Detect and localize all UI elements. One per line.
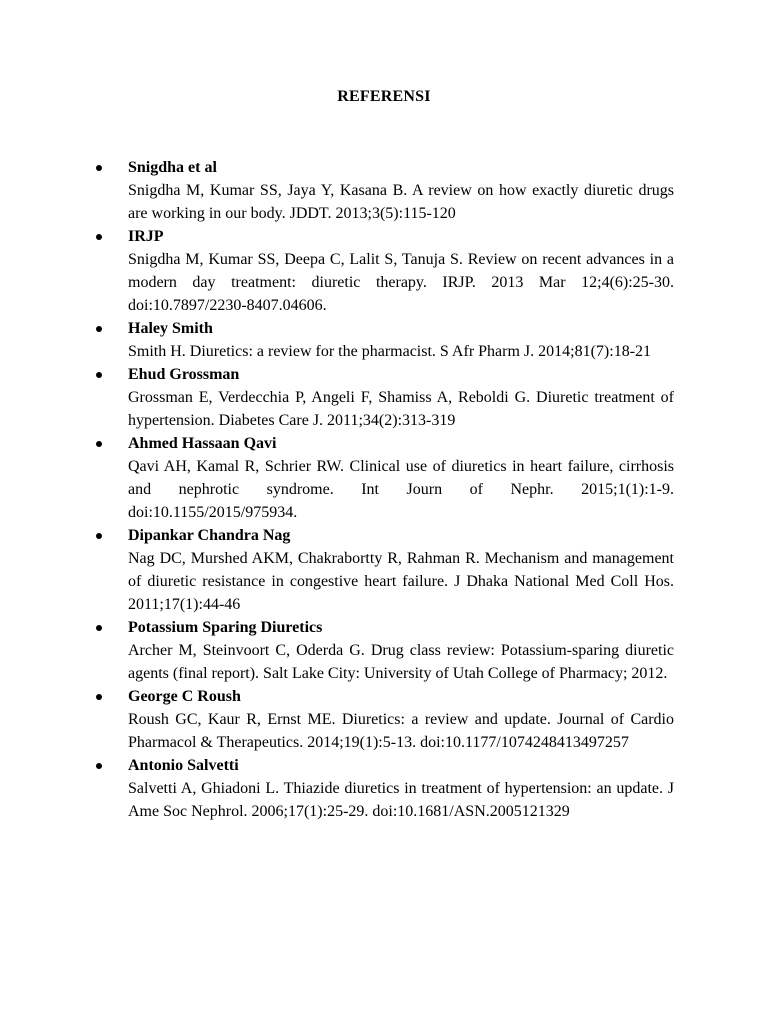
reference-heading: Dipankar Chandra Nag: [128, 527, 291, 544]
reference-item: [0, 754, 768, 823]
reference-heading: Ahmed Hassaan Qavi: [128, 435, 277, 452]
bullet-icon: [93, 432, 105, 455]
reference-citation: Salvetti A, Ghiadoni L. Thiazide diuretics in treatment of hypertension: an update. J Ame Soc Nephrol. 2006;17(1):25-29. doi:10.1681/ASN.2005121329: [128, 780, 674, 820]
bullet-icon: [93, 685, 105, 708]
reference-heading: George C Roush: [128, 688, 241, 705]
reference-heading: Antonio Salvetti: [128, 757, 239, 774]
reference-heading: IRJP: [128, 228, 164, 245]
bullet-icon: [93, 225, 105, 248]
reference-heading: Potassium Sparing Diuretics: [128, 619, 323, 636]
page-title: REFERENSI: [337, 88, 431, 105]
bullet-icon: [93, 754, 105, 777]
bullet-icon: [93, 156, 105, 179]
reference-citation: Snigdha M, Kumar SS, Deepa C, Lalit S, Tanuja S. Review on recent advances in a modern day treatment: diuretic therapy. IRJP. 2013 Mar 12;4(6):25-30. doi:10.7897/2230-8407.04606.: [128, 251, 674, 314]
reference-citation: Nag DC, Murshed AKM, Chakrabortty R, Rahman R. Mechanism and management of diuretic resistance in congestive heart failure. J Dhaka National Med Coll Hos. 2011;17(1):44-46: [128, 550, 674, 613]
bullet-icon: [93, 317, 105, 340]
reference-heading: Ehud Grossman: [128, 366, 240, 383]
bullet-icon: [93, 363, 105, 386]
reference-item: [0, 225, 768, 317]
reference-citation: Smith H. Diuretics: a review for the pharmacist. S Afr Pharm J. 2014;81(7):18-21: [128, 343, 652, 360]
reference-item: [0, 685, 768, 754]
reference-citation: Roush GC, Kaur R, Ernst ME. Diuretics: a review and update. Journal of Cardio Pharmacol & Therapeutics. 2014;19(1):5-13. doi:10.1177/1074248413497257: [128, 711, 674, 751]
reference-citation: Archer M, Steinvoort C, Oderda G. Drug class review: Potassium-sparing diuretic agents (final report). Salt Lake City: University of Utah College of Pharmacy; 2012.: [128, 642, 674, 682]
reference-citation: Grossman E, Verdecchia P, Angeli F, Shamiss A, Reboldi G. Diuretic treatment of hypertension. Diabetes Care J. 2011;34(2):313-319: [128, 389, 674, 429]
reference-item: [0, 432, 768, 524]
reference-heading: Haley Smith: [128, 320, 213, 337]
bullet-icon: [93, 524, 105, 547]
reference-list: [0, 156, 768, 823]
reference-item: [0, 616, 768, 685]
reference-item: [0, 363, 768, 432]
reference-item: [0, 524, 768, 616]
reference-item: [0, 317, 768, 363]
reference-heading: Snigdha et al: [128, 159, 217, 176]
reference-item: [0, 156, 768, 225]
reference-citation: Qavi AH, Kamal R, Schrier RW. Clinical use of diuretics in heart failure, cirrhosis and nephrotic syndrome. Int Journ of Nephr. 2015;1(1):1-9. doi:10.1155/2015/975934.: [128, 458, 674, 521]
bullet-icon: [93, 616, 105, 639]
reference-citation: Snigdha M, Kumar SS, Jaya Y, Kasana B. A review on how exactly diuretic drugs are working in our body. JDDT. 2013;3(5):115-120: [128, 182, 674, 222]
